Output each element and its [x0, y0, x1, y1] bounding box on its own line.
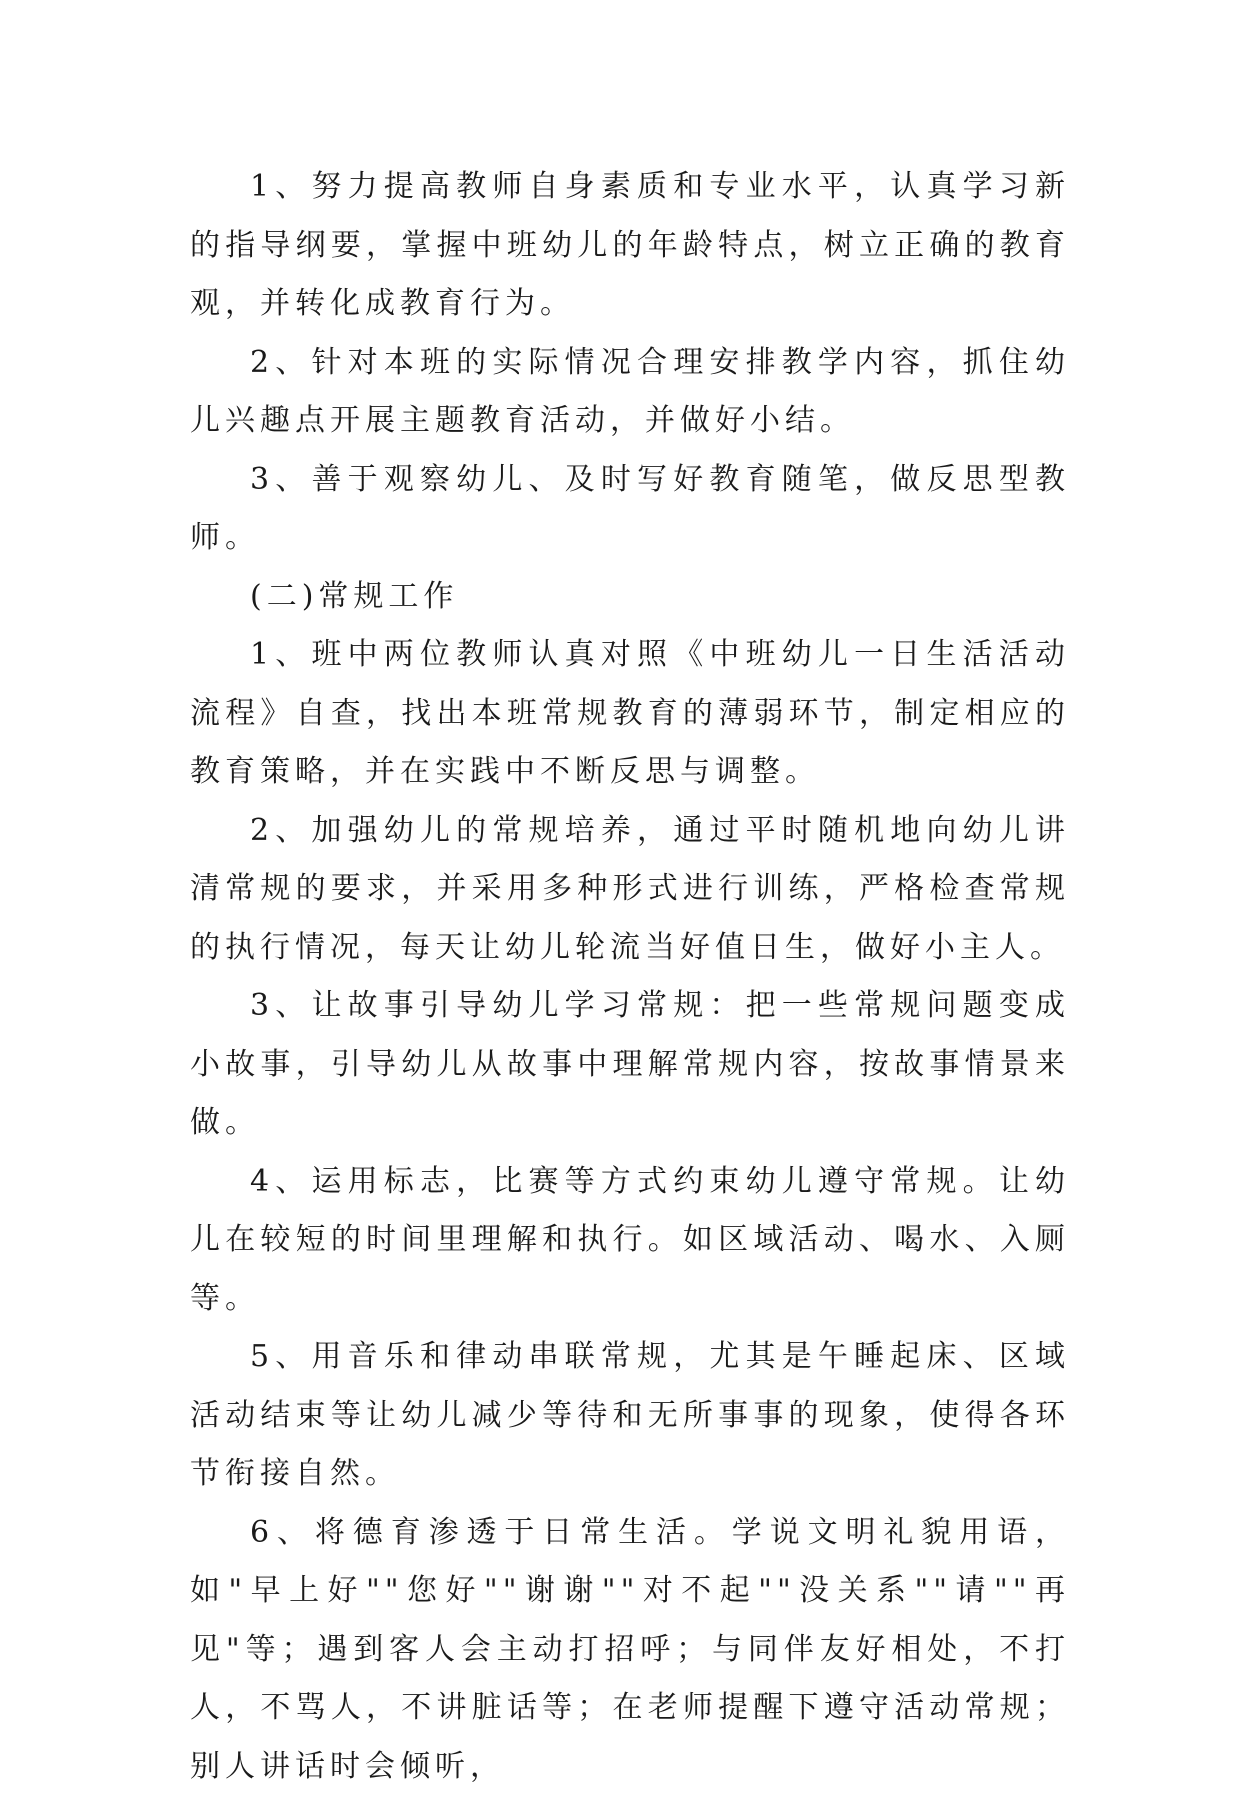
paragraph-3: 3、善于观察幼儿、及时写好教育随笔，做反思型教师。 [190, 451, 1070, 568]
paragraph-10: 6、将德育渗透于日常生活。学说文明礼貌用语，如"早上好""您好""谢谢""对不起""没关系""请""再见"等；遇到客人会主动打招呼；与同伴友好相处，不打人，不骂人，不讲脏话等；在老师提醒下遵守活动常规；别人讲话时会倾听， [190, 1504, 1070, 1796]
paragraph-5: 1、班中两位教师认真对照《中班幼儿一日生活活动流程》自查，找出本班常规教育的薄弱环节，制定相应的教育策略，并在实践中不断反思与调整。 [190, 626, 1070, 802]
paragraph-7: 3、让故事引导幼儿学习常规：把一些常规问题变成小故事，引导幼儿从故事中理解常规内容，按故事情景来做。 [190, 977, 1070, 1153]
paragraph-6: 2、加强幼儿的常规培养，通过平时随机地向幼儿讲清常规的要求，并采用多种形式进行训练，严格检查常规的执行情况，每天让幼儿轮流当好值日生，做好小主人。 [190, 802, 1070, 978]
paragraph-2: 2、针对本班的实际情况合理安排教学内容，抓住幼儿兴趣点开展主题教育活动，并做好小结。 [190, 334, 1070, 451]
document-body [190, 158, 1070, 1796]
paragraph-9: 5、用音乐和律动串联常规，尤其是午睡起床、区域活动结束等让幼儿减少等待和无所事事的现象，使得各环节衔接自然。 [190, 1328, 1070, 1504]
section-heading-routine-work: (二)常规工作 [190, 568, 1070, 627]
paragraph-1: 1、努力提高教师自身素质和专业水平，认真学习新的指导纲要，掌握中班幼儿的年龄特点，树立正确的教育观，并转化成教育行为。 [190, 158, 1070, 334]
paragraph-8: 4、运用标志，比赛等方式约束幼儿遵守常规。让幼儿在较短的时间里理解和执行。如区域活动、喝水、入厕等。 [190, 1153, 1070, 1329]
